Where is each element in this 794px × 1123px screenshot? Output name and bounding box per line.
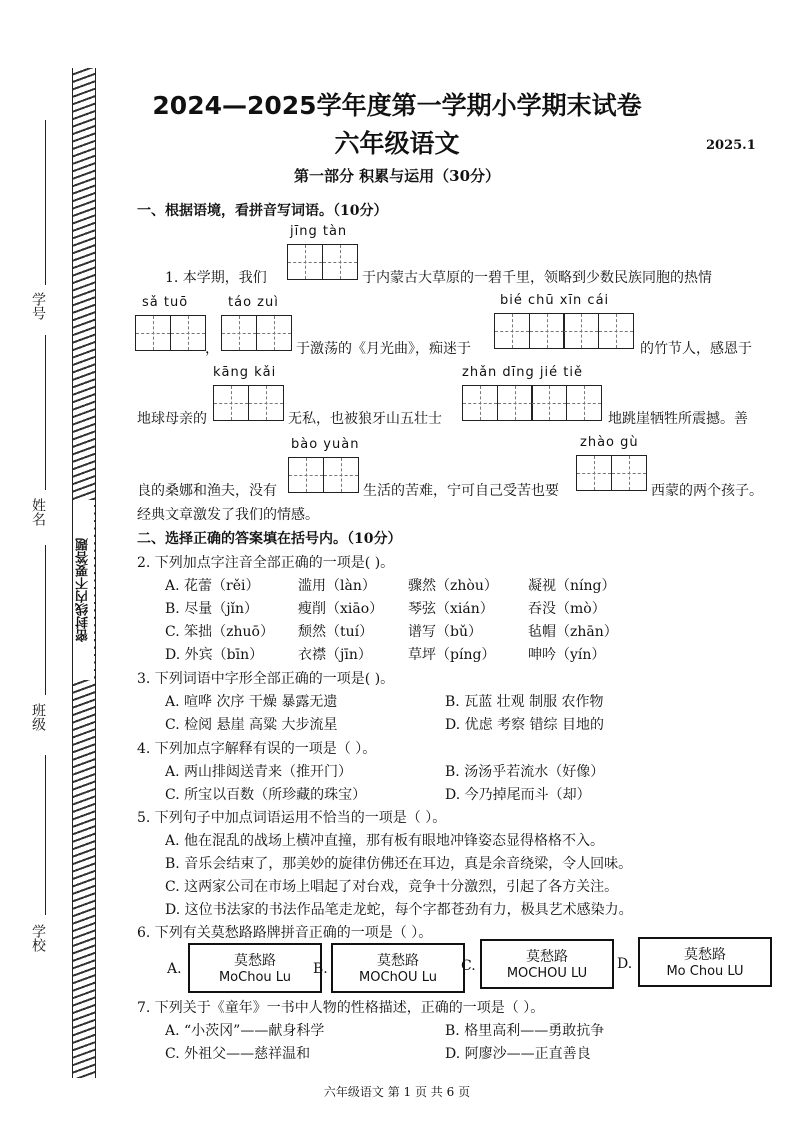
q4-option-d: D. 今乃掉尾而斗（却） xyxy=(445,787,591,803)
section-1-heading: 一、根据语境，看拼音写词语。（10分） xyxy=(137,203,388,219)
name-line xyxy=(45,335,46,490)
q2-option-d-1: D. 外宾（bīn） xyxy=(165,647,264,663)
q1-text: 地跳崖牺牲所震撼。善 xyxy=(608,411,748,427)
street-sign-pinyin: MOChOU Lu xyxy=(359,970,437,985)
q2-option-d-3: 草坪（píng） xyxy=(408,647,496,663)
q5-option-b: B. 音乐会结束了，那美妙的旋律仿佛还在耳边，真是余音绕梁，令人回味。 xyxy=(165,856,633,872)
exam-date: 2025.1 xyxy=(706,138,756,153)
answer-box-kangkai[interactable] xyxy=(213,385,282,421)
part-heading: 第一部分 积累与运用（30分） xyxy=(293,167,501,185)
street-sign-pinyin: Mo Chou LU xyxy=(666,964,744,979)
seal-line-note: 密封线内不要答题 xyxy=(73,500,94,680)
q6-stem: 6. 下列有关莫愁路路牌拼音正确的一项是（ ）。 xyxy=(137,925,433,941)
answer-box-zhandingjietie[interactable] xyxy=(462,385,600,421)
street-sign-name: 莫愁路 xyxy=(234,953,276,969)
q1-text: 生活的苦难，宁可自己受苦也要 xyxy=(363,483,559,499)
q2-option-d-2: 衣襟（jīn） xyxy=(298,647,372,663)
q3-stem: 3. 下列词语中字形全部正确的一项是( )。 xyxy=(137,671,395,687)
q6-letter-c: C. xyxy=(461,958,476,974)
school-line xyxy=(45,755,46,915)
street-sign-b xyxy=(331,943,465,993)
answer-box-zhaogu[interactable] xyxy=(576,455,645,491)
q4-option-c: C. 所宝以百数（所珍藏的珠宝） xyxy=(165,787,367,803)
q2-option-a-1: A. 花蕾（rěi） xyxy=(165,578,260,594)
q3-option-d: D. 优虑 考察 错综 目地的 xyxy=(445,717,604,733)
q2-option-c-4: 毡帽（zhān） xyxy=(528,624,618,640)
class-label: 班级 xyxy=(30,703,46,731)
q1-text: 经典文章激发了我们的情感。 xyxy=(137,507,319,523)
q7-stem: 7. 下列关于《童年》一书中人物的性格描述，正确的一项是（ ）。 xyxy=(137,1000,545,1016)
school-label: 学校 xyxy=(30,924,46,952)
q2-stem: 2. 下列加点字注音全部正确的一项是( )。 xyxy=(137,555,395,571)
page-footer: 六年级语文 第 1 页 共 6 页 xyxy=(323,1085,471,1099)
q1-text: ， xyxy=(205,341,219,357)
q2-option-b-2: 瘦削（xiāo） xyxy=(298,601,384,617)
answer-box-baoyuan[interactable] xyxy=(288,457,357,493)
q1-text: 于内蒙古大草原的一碧千里，领略到少数民族同胞的热情 xyxy=(362,270,712,286)
q2-option-c-1: C. 笨拙（zhuō） xyxy=(165,624,274,640)
answer-box-biechuxincai[interactable] xyxy=(494,313,632,349)
pinyin-jingtan: jīng tàn xyxy=(290,224,348,239)
student-id-label: 学号 xyxy=(30,292,46,320)
street-sign-name: 莫愁路 xyxy=(684,947,726,963)
street-sign-pinyin: MOCHOU LU xyxy=(506,966,588,981)
q2-option-a-3: 骤然（zhòu） xyxy=(408,578,498,594)
pinyin-kangkai: kāng kǎi xyxy=(213,365,277,380)
answer-box-jingtan[interactable] xyxy=(287,244,356,280)
pinyin-biechuxincai: bié chū xīn cái xyxy=(500,293,610,308)
q1-text: 无私，也被狼牙山五壮士 xyxy=(288,411,442,427)
q5-option-c: C. 这两家公司在市场上唱起了对台戏，竞争十分激烈，引起了各方关注。 xyxy=(165,879,619,895)
pinyin-taozui: táo zuì xyxy=(228,295,279,310)
street-sign-d xyxy=(638,937,772,987)
q6-letter-b: B. xyxy=(313,961,328,977)
q1-text: 的竹节人，感恩于 xyxy=(640,341,752,357)
exam-title: 2024—2025学年度第一学期小学期末试卷 xyxy=(152,91,642,120)
pinyin-zhaogu: zhào gù xyxy=(580,435,639,450)
street-sign-pinyin: MoChou Lu xyxy=(218,970,292,985)
q2-option-b-4: 吞没（mò） xyxy=(528,601,606,617)
street-sign-a xyxy=(188,943,322,993)
pinyin-satuo: sǎ tuō xyxy=(142,295,189,310)
q2-option-b-1: B. 尽量（jǐn） xyxy=(165,601,259,617)
answer-box-satuo[interactable] xyxy=(135,315,204,351)
street-sign-name: 莫愁路 xyxy=(377,953,419,969)
q2-option-b-3: 琴弦（xián） xyxy=(408,601,494,617)
q5-stem: 5. 下列句子中加点词语运用不恰当的一项是（ ）。 xyxy=(137,810,447,826)
pinyin-zhandingjietie: zhǎn dīng jié tiě xyxy=(462,365,583,380)
q4-option-b: B. 汤汤乎若流水（好像） xyxy=(445,764,605,780)
pinyin-baoyuan: bào yuàn xyxy=(291,437,360,452)
q3-option-b: B. 瓦蓝 壮观 制服 农作物 xyxy=(445,694,604,710)
street-sign-c xyxy=(480,939,614,989)
answer-box-taozui[interactable] xyxy=(221,315,290,351)
q1-text: 地球母亲的 xyxy=(137,411,207,427)
q3-option-c: C. 检阅 悬崖 高粱 大步流星 xyxy=(165,717,338,733)
q2-option-a-2: 滥用（làn） xyxy=(298,578,376,594)
exam-subtitle: 六年级语文 xyxy=(334,129,460,158)
q6-letter-a: A. xyxy=(167,961,182,977)
q4-option-a: A. 两山排闼送青来（推开门） xyxy=(165,764,353,780)
q7-option-c: C. 外祖父——慈祥温和 xyxy=(165,1046,311,1062)
q2-option-c-3: 谱写（bǔ） xyxy=(408,624,482,640)
q1-text: 良的桑娜和渔夫，没有 xyxy=(137,483,277,499)
q6-letter-d: D. xyxy=(617,956,633,972)
section-2-heading: 二、选择正确的答案填在括号内。（10分） xyxy=(137,531,402,547)
class-line xyxy=(45,545,46,695)
q4-stem: 4. 下列加点字解释有误的一项是（ ）。 xyxy=(137,741,377,757)
q1-text: 西蒙的两个孩子。 xyxy=(651,483,763,499)
q2-option-d-4: 呻吟（yín） xyxy=(528,647,606,663)
name-label: 姓名 xyxy=(30,498,46,526)
q7-option-b: B. 格里高利——勇敢抗争 xyxy=(445,1023,605,1039)
q5-option-a: A. 他在混乱的战场上横冲直撞，那有板有眼地冲锋姿态显得格格不入。 xyxy=(165,833,605,849)
q2-option-c-2: 颓然（tuí） xyxy=(298,624,374,640)
q7-option-d: D. 阿廖沙——正直善良 xyxy=(445,1046,591,1062)
q2-option-a-4: 凝视（níng） xyxy=(528,578,616,594)
q3-option-a: A. 喧哗 次序 干燥 暴露无遗 xyxy=(165,694,338,710)
q1-text: 于激荡的《月光曲》，痴迷于 xyxy=(296,341,471,357)
street-sign-name: 莫愁路 xyxy=(526,949,568,965)
q1-text: 1. 本学期，我们 xyxy=(165,270,267,286)
q7-option-a: A. “小茨冈”——献身科学 xyxy=(165,1023,325,1039)
q5-option-d: D. 这位书法家的书法作品笔走龙蛇，每个字都苍劲有力，极具艺术感染力。 xyxy=(165,902,633,918)
